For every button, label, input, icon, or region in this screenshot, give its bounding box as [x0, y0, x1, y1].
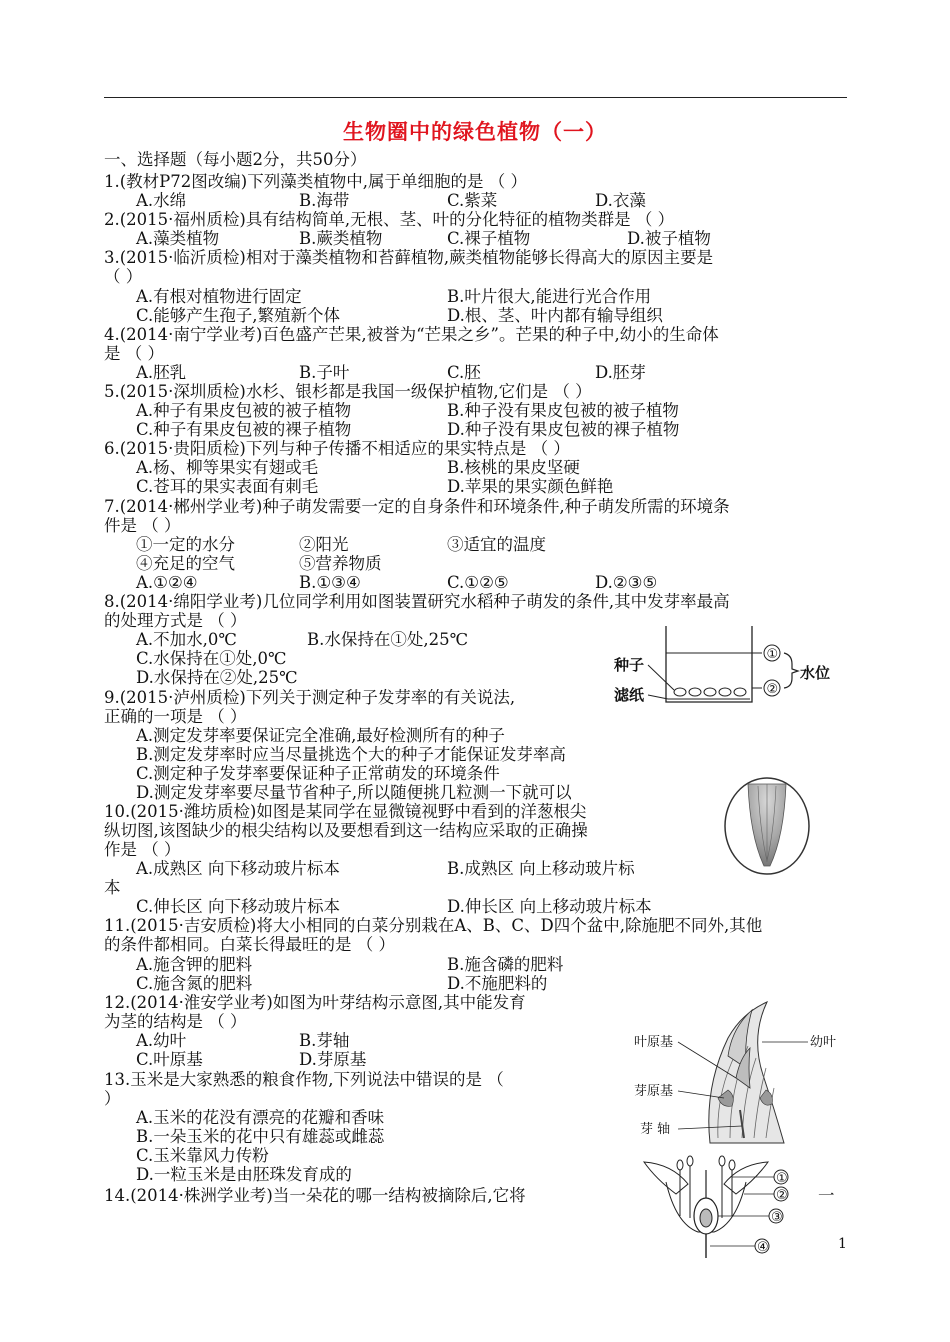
leaf-bud-structure-figure [632, 998, 847, 1146]
q10-option-a: A.成熟区 向下移动玻片标本 [136, 859, 340, 878]
q5-option-a: A.种子有果皮包被的被子植物 [136, 401, 352, 420]
q10-option-c: C.伸长区 向下移动玻片标本 [136, 897, 341, 916]
fig12-leaf-primordium-label: 叶原基 [634, 1035, 674, 1050]
q12-option-a: A.幼叶 [136, 1031, 187, 1050]
q9-option-a: A.测定发芽率要保证完全准确,最好检测所有的种子 [136, 726, 505, 745]
fig12-bud-primordium-label: 芽原基 [634, 1084, 674, 1099]
q1-option-a: A.水绵 [136, 191, 187, 210]
question-9-cont: 正确的一项是 （ ） [104, 707, 247, 726]
question-1: 1.(教材P72图改编)下列藻类植物中,属于单细胞的是 （ ） [104, 172, 527, 191]
q10-option-b: B.成熟区 向上移动玻片标 [447, 859, 635, 878]
q6-option-a: A.杨、柳等果实有翅或毛 [136, 458, 319, 477]
question-11: 11.(2015·吉安质检)将大小相同的白菜分别栽在A、B、C、D四个盆中,除施肥不同外,其他 [104, 916, 763, 935]
q5-option-b: B.种子没有果皮包被的被子植物 [447, 401, 679, 420]
q4-option-c: C.胚 [447, 363, 481, 382]
q9-option-b: B.测定发芽率时应当尽量挑选个大的种子才能保证发芽率高 [136, 745, 566, 764]
q13-option-d: D.一粒玉米是由胚珠发育成的 [136, 1165, 352, 1184]
q12-option-c: C.叶原基 [136, 1050, 203, 1069]
question-6: 6.(2015·贵阳质检)下列与种子传播不相适应的果实特点是 （ ） [104, 439, 570, 458]
q1-option-d: D.衣藻 [595, 191, 646, 210]
q9-option-c: C.测定种子发芽率要保证种子正常萌发的环境条件 [136, 764, 500, 783]
section-heading: 一、选择题（每小题2分，共50分） [104, 150, 367, 169]
question-14-tail: 一 [818, 1186, 835, 1205]
q4-option-d: D.胚芽 [595, 363, 646, 382]
question-12: 12.(2014·淮安学业考)如图为叶芽结构示意图,其中能发育 [104, 993, 526, 1012]
q11-option-b: B.施含磷的肥料 [447, 955, 564, 974]
q11-option-c: C.施含氮的肥料 [136, 974, 253, 993]
q7-option-c: C.①②⑤ [447, 573, 509, 592]
fig8-water-level-label: 水位 [800, 664, 831, 682]
question-13: 13.玉米是大家熟悉的粮食作物,下列说法中错误的是 （ [104, 1070, 504, 1089]
fig8-seed-label: 种子 [614, 656, 645, 674]
q7-item-3: ③适宜的温度 [447, 535, 546, 554]
page-number: 1 [838, 1236, 847, 1252]
seed-germination-apparatus-figure [612, 620, 842, 716]
q7-item-2: ②阳光 [299, 535, 349, 554]
question-14: 14.(2014·株洲学业考)当一朵花的哪一结构被摘除后,它将 [104, 1186, 526, 1205]
q7-item-5: ⑤营养物质 [299, 554, 382, 573]
q12-option-d: D.芽原基 [299, 1050, 367, 1069]
q3-option-a: A.有根对植物进行固定 [136, 287, 302, 306]
q7-option-a: A.①②④ [136, 573, 198, 592]
q7-item-4: ④充足的空气 [136, 554, 235, 573]
q3-option-b: B.叶片很大,能进行光合作用 [447, 287, 652, 306]
q8-option-d: D.水保持在②处,25℃ [136, 668, 298, 687]
fig14-label-4: ④ [757, 1240, 769, 1255]
q9-option-d: D.测定发芽率要尽量节省种子,所以随便挑几粒测一下就可以 [136, 783, 572, 802]
page-title: 生物圈中的绿色植物（一） [343, 120, 607, 144]
q13-option-a: A.玉米的花没有漂亮的花瓣和香味 [136, 1108, 385, 1127]
question-2: 2.(2015·福州质检)具有结构简单,无根、茎、叶的分化特征的植物类群是 （ ） [104, 210, 675, 229]
q1-option-b: B.海带 [299, 191, 350, 210]
question-9: 9.(2015·泸州质检)下列关于测定种子发芽率的有关说法, [104, 688, 516, 707]
q2-option-d: D.被子植物 [627, 229, 711, 248]
question-4: 4.(2014·南宁学业考)百色盛产芒果,被誉为“芒果之乡”。芒果的种子中,幼小的生命体 [104, 325, 719, 344]
question-8: 8.(2014·绵阳学业考)几位同学利用如图装置研究水稻种子萌发的条件,其中发芽率最高 [104, 592, 730, 611]
q12-option-b: B.芽轴 [299, 1031, 350, 1050]
q13-option-c: C.玉米靠风力传粉 [136, 1146, 269, 1165]
q5-option-d: D.种子没有果皮包被的裸子植物 [447, 420, 680, 439]
q6-option-d: D.苹果的果实颜色鲜艳 [447, 477, 614, 496]
q8-option-c: C.水保持在①处,0℃ [136, 649, 287, 668]
q2-option-b: B.蕨类植物 [299, 229, 383, 248]
question-11-cont: 的条件都相同。白菜长得最旺的是 （ ） [104, 935, 395, 954]
q11-option-d: D.不施肥料的 [447, 974, 548, 993]
question-10-cont: 纵切图,该图缺少的根尖结构以及要想看到这一结构应采取的正确操 [104, 821, 588, 840]
q2-option-a: A.藻类植物 [136, 229, 220, 248]
flower-structure-figure [636, 1154, 806, 1262]
question-7: 7.(2014·郴州学业考)种子萌发需要一定的自身条件和环境条件,种子萌发所需的环境条 [104, 497, 730, 516]
q8-option-a: A.不加水,0℃ [136, 630, 237, 649]
question-7-cont: 件是 （ ） [104, 516, 181, 535]
question-12-cont: 为茎的结构是 （ ） [104, 1012, 247, 1031]
q7-item-1: ①一定的水分 [136, 535, 235, 554]
question-4-cont: 是 （ ） [104, 344, 164, 363]
fig14-label-2: ② [776, 1188, 788, 1203]
q3-option-c: C.能够产生孢子,繁殖新个体 [136, 306, 341, 325]
question-8-cont: 的处理方式是 （ ） [104, 611, 247, 630]
q7-option-d: D.②③⑤ [595, 573, 658, 592]
q7-option-b: B.①③④ [299, 573, 361, 592]
q8-option-b: B.水保持在①处,25℃ [307, 630, 469, 649]
question-3: 3.(2015·临沂质检)相对于藻类植物和苔藓植物,蕨类植物能够长得高大的原因主要是 [104, 248, 714, 267]
question-13-cont: ） [104, 1089, 121, 1108]
question-10-cont2: 作是 （ ） [104, 840, 181, 859]
q10-option-b-cont: 本 [104, 878, 121, 897]
fig14-label-3: ③ [771, 1210, 783, 1225]
q4-option-a: A.胚乳 [136, 363, 187, 382]
q13-option-b: B.一朵玉米的花中只有雄蕊或雌蕊 [136, 1127, 385, 1146]
q3-option-d: D.根、茎、叶内都有输导组织 [447, 306, 663, 325]
fig8-label-1: ① [766, 647, 779, 662]
question-3-bracket: （ ） [104, 267, 143, 286]
q1-option-c: C.紫菜 [447, 191, 498, 210]
fig14-label-1: ① [776, 1171, 788, 1186]
q11-option-a: A.施含钾的肥料 [136, 955, 253, 974]
q5-option-c: C.种子有果皮包被的裸子植物 [136, 420, 352, 439]
q2-option-c: C.裸子植物 [447, 229, 531, 248]
question-10: 10.(2015·潍坊质检)如图是某同学在显微镜视野中看到的洋葱根尖 [104, 802, 587, 821]
fig12-bud-axis-label: 芽 轴 [640, 1122, 671, 1137]
fig8-label-2: ② [766, 682, 779, 697]
q6-option-c: C.苍耳的果实表面有刺毛 [136, 477, 319, 496]
q6-option-b: B.核桃的果皮坚硬 [447, 458, 580, 477]
fig12-young-leaf-label: 幼叶 [810, 1035, 837, 1050]
onion-root-tip-figure [722, 776, 812, 876]
fig8-filter-paper-label: 滤纸 [614, 686, 645, 704]
q10-option-d: D.伸长区 向上移动玻片标本 [447, 897, 652, 916]
header-rule [104, 97, 847, 98]
q4-option-b: B.子叶 [299, 363, 350, 382]
question-5: 5.(2015·深圳质检)水杉、银杉都是我国一级保护植物,它们是 （ ） [104, 382, 592, 401]
